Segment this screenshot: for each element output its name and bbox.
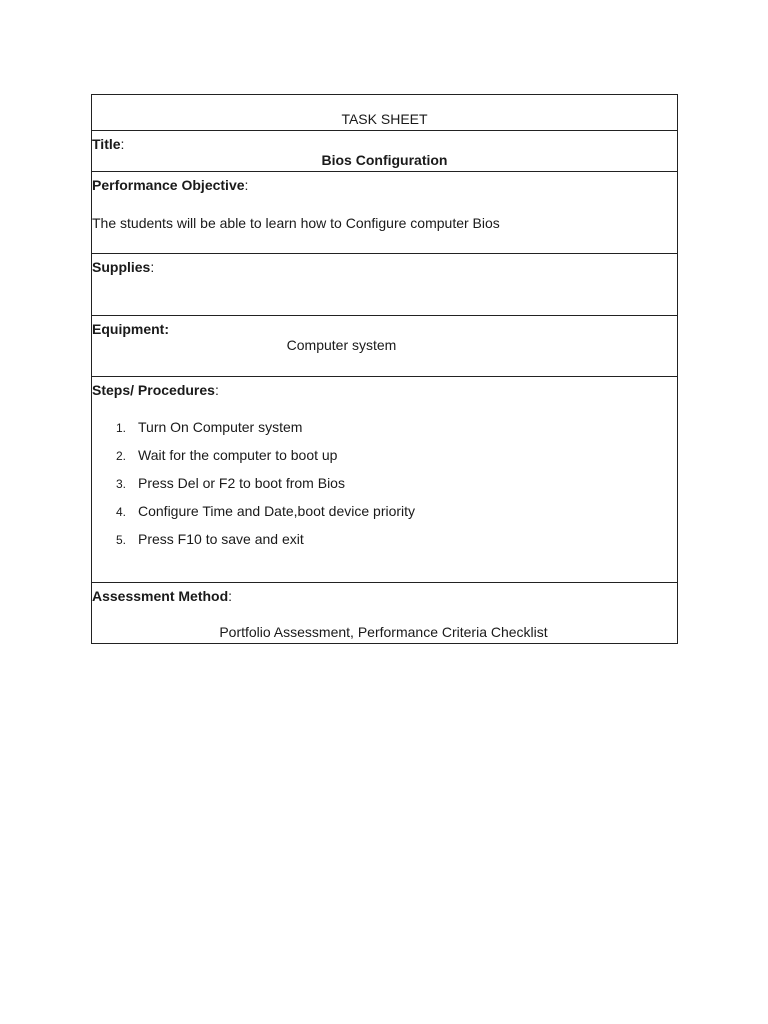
equipment-label: Equipment:	[92, 321, 169, 337]
supplies-row	[92, 253, 677, 315]
objective-text: The students will be able to learn how to Configure computer Bios	[92, 215, 500, 231]
step-number: 4.	[116, 505, 127, 519]
title-label: Title:	[92, 136, 125, 152]
step-number: 3.	[116, 477, 127, 491]
sheet-heading: TASK SHEET	[341, 111, 428, 127]
step-text: Configure Time and Date,boot device priority	[138, 503, 416, 519]
steps-row	[92, 376, 677, 582]
step-number: 1.	[116, 421, 127, 435]
equipment-row	[92, 315, 677, 376]
step-text: Wait for the computer to boot up	[138, 447, 338, 463]
step-text: Turn On Computer system	[138, 419, 303, 435]
equipment-value: Computer system	[286, 337, 397, 353]
assessment-label: Assessment Method:	[92, 588, 233, 604]
step-number: 5.	[116, 533, 127, 547]
objective-row	[92, 171, 677, 253]
header-row	[92, 95, 677, 130]
assessment-value: Portfolio Assessment, Performance Criteria Checklist	[219, 624, 548, 640]
step-text: Press Del or F2 to boot from Bios	[138, 475, 345, 491]
assessment-row	[92, 582, 677, 643]
title-value: Bios Configuration	[321, 152, 448, 168]
step-text: Press F10 to save and exit	[138, 531, 304, 547]
step-number: 2.	[116, 449, 127, 463]
steps-label: Steps/ Procedures:	[92, 382, 219, 398]
task-sheet-table	[91, 94, 678, 644]
supplies-label: Supplies:	[92, 259, 155, 275]
objective-label: Performance Objective:	[92, 177, 249, 193]
title-row	[92, 130, 677, 171]
